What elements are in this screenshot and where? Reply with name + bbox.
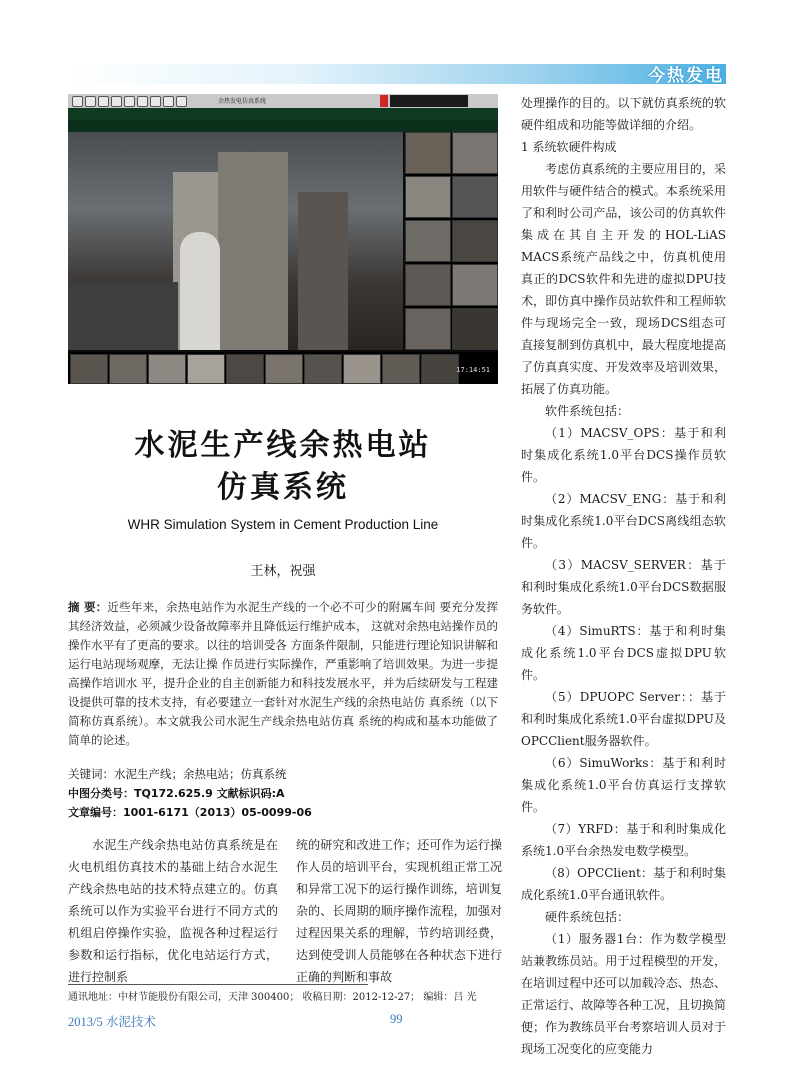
toolbar-icon	[176, 96, 187, 107]
alarm-indicator	[380, 95, 388, 107]
body-paragraph: 软件系统包括：	[545, 404, 630, 418]
menu-row	[68, 120, 498, 132]
list-item: （6）SimuWorks：基于和利时集成化系统1.0平台仿真运行支撑软件。	[521, 756, 726, 814]
list-item: （1）MACSV_OPS：基于和利时集成化系统1.0平台DCS操作员软件。	[521, 426, 726, 484]
page-number: 99	[390, 1012, 403, 1026]
abstract	[68, 598, 498, 750]
toolbar-icon	[72, 96, 83, 107]
camera-thumbnail[interactable]	[187, 354, 225, 384]
figure-window-title: 余热发电仿真系统	[218, 98, 267, 105]
toolbar-icon	[85, 96, 96, 107]
camera-thumbnail[interactable]	[452, 176, 498, 218]
abstract-label: 摘 要：	[68, 600, 108, 614]
header-band	[66, 64, 726, 84]
authors: 王林，祝强	[250, 564, 316, 579]
article-title-cn	[68, 425, 498, 509]
list-item: （8）OPCClient：基于和利时集成化系统1.0平台通讯软件。	[521, 866, 726, 902]
camera-thumbnail[interactable]	[452, 220, 498, 262]
camera-thumbnail[interactable]	[405, 264, 451, 306]
list-item: （4）SimuRTS：基于和利时集成化系统1.0平台DCS虚拟DPU软件。	[521, 624, 726, 682]
abstract-text: 近些年来，余热电站作为水泥生产线的一个必不可少的附属车间 要充分发挥其经济效益，必须减少设备故障率并且降低运行维护成本， 这就对余热电站操作员的操作水平有了更高的要求。以往的培训受各 方面条件限制，只能进行理论知识讲解和运行电站现场观摩，无法让操 作员进行实际操作，严重影响了培训效果。为进一步提高操作培训水 平，提升企业的自主创新能力和科技发展水平，并为后续研发与工程建 设提供可靠的技术支持，有必要建立一套针对水泥生产线的余热电站仿 真系统（以下简称仿真系统）。本文就我公司水泥生产线余热电站仿真 系统的构成和基本功能做了简单的论述。	[68, 600, 498, 747]
camera-thumbnail[interactable]	[405, 220, 451, 262]
camera-thumbnail[interactable]	[452, 264, 498, 306]
body-paragraph: 统的研究和改进工作；还可作为运行操作人员的培训平台，实现机组正常工况和异常工况下的运行操作训练，培训复杂的、长周期的顺序操作流程，加强对过程因果关系的理解，节约培训经费，达到使受训人员能够在各种状态下进行正确的判断和事故	[296, 838, 502, 984]
camera-thumbnail[interactable]	[452, 308, 498, 350]
camera-thumbnail[interactable]	[405, 176, 451, 218]
status-display	[390, 95, 468, 107]
toolbar-icon	[150, 96, 161, 107]
simulation-screenshot-figure	[68, 94, 498, 384]
plant-photo	[68, 132, 403, 350]
body-paragraph: 处理操作的目的。以下就仿真系统的软硬件组成和功能等做详细的介绍。	[521, 96, 726, 132]
camera-thumbnail[interactable]	[109, 354, 147, 384]
figure-toolbar	[68, 94, 498, 109]
body-column-right	[521, 92, 726, 1060]
camera-thumbnail[interactable]	[304, 354, 342, 384]
article-number: 文章编号：1001-6171（2013）05-0099-06	[68, 806, 312, 819]
footnote: 通讯地址：中材节能股份有限公司，天津 300400； 收稿日期：2012-12-27； 编辑：吕 光	[68, 992, 477, 1003]
menu-row	[68, 108, 498, 120]
figure-clock: 17:14:51	[456, 366, 490, 374]
section-tag: 今热发电	[648, 66, 724, 86]
list-item: （1）服务器1台：作为数学模型站兼教练员站。用于过程模型的开发，在培训过程中还可以加载冷态、热态、正常运行、故障等各种工况，且切换简便；作为教练员平台考察培训人员对于现场工况变化的应变能力	[521, 932, 726, 1056]
camera-strip	[68, 352, 498, 384]
classification-number: 中图分类号：TQ172.625.9 文献标识码:A	[68, 787, 285, 800]
list-item: （5）DPUOPC Server：：基于和利时集成化系统1.0平台虚拟DPU及OPCClient服务器软件。	[521, 690, 726, 748]
journal-footer: 2013/5 水泥技术	[68, 1015, 156, 1029]
footnote-divider	[68, 984, 368, 985]
camera-thumbnail[interactable]	[405, 308, 451, 350]
keywords: 关键词：水泥生产线；余热电站；仿真系统	[68, 767, 287, 781]
body-paragraph: 硬件系统包括：	[545, 910, 630, 924]
camera-thumbnail[interactable]	[382, 354, 420, 384]
figure-menu-bar	[68, 108, 498, 132]
body-paragraph: 水泥生产线余热电站仿真系统是在火电机组仿真技术的基础上结合水泥生产线余热电站的技术特点建立的。仿真系统可以作为实验平台进行不同方式的机组启停操作实验，监视各种过程运行参数和运行指标，优化电站运行方式，进行控制系	[68, 838, 278, 984]
camera-thumbnail[interactable]	[343, 354, 381, 384]
camera-thumbnail[interactable]	[421, 354, 459, 384]
section-heading: 1 系统软硬件构成	[521, 140, 617, 154]
list-item: （7）YRFD：基于和利时集成化系统1.0平台余热发电数学模型。	[521, 822, 726, 858]
camera-thumbnail[interactable]	[405, 132, 451, 174]
camera-thumbnail[interactable]	[70, 354, 108, 384]
toolbar-icon	[163, 96, 174, 107]
plant-building	[298, 192, 348, 350]
title-line-2: 仿真系统	[217, 470, 349, 505]
body-column-left	[68, 834, 278, 988]
camera-thumbnails	[405, 132, 498, 350]
camera-thumbnail[interactable]	[226, 354, 264, 384]
silo	[180, 232, 220, 350]
list-item: （3）MACSV_SERVER：基于和利时集成化系统1.0平台DCS数据服务软件。	[521, 558, 726, 616]
body-paragraph: 考虑仿真系统的主要应用目的，采用软件与硬件结合的模式。本系统采用了和利时公司产品，该公司的仿真软件集成在其自主开发的HOL-LiAS MACS系统产品线之中，仿真机使用真正的DCS软件和先进的虚拟DPU技术，即仿真中操作员站软件和工程师软件与现场完全一致，现场DCS组态可直接复制到仿真机中，最大程度地提高了仿真真实度、开发效率及培训效果，拓展了仿真功能。	[521, 162, 726, 396]
body-column-middle	[296, 834, 502, 988]
camera-thumbnail[interactable]	[265, 354, 303, 384]
plant-building	[68, 282, 178, 350]
camera-thumbnail[interactable]	[452, 132, 498, 174]
toolbar-icon	[111, 96, 122, 107]
toolbar-icon	[98, 96, 109, 107]
title-line-1: 水泥生产线余热电站	[134, 428, 432, 463]
list-item: （2）MACSV_ENG：基于和利时集成化系统1.0平台DCS离线组态软件。	[521, 492, 726, 550]
article-title-en: WHR Simulation System in Cement Production Line	[127, 517, 439, 532]
toolbar-icon	[124, 96, 135, 107]
boiler-structure	[218, 152, 288, 350]
camera-thumbnail[interactable]	[148, 354, 186, 384]
toolbar-icon	[137, 96, 148, 107]
